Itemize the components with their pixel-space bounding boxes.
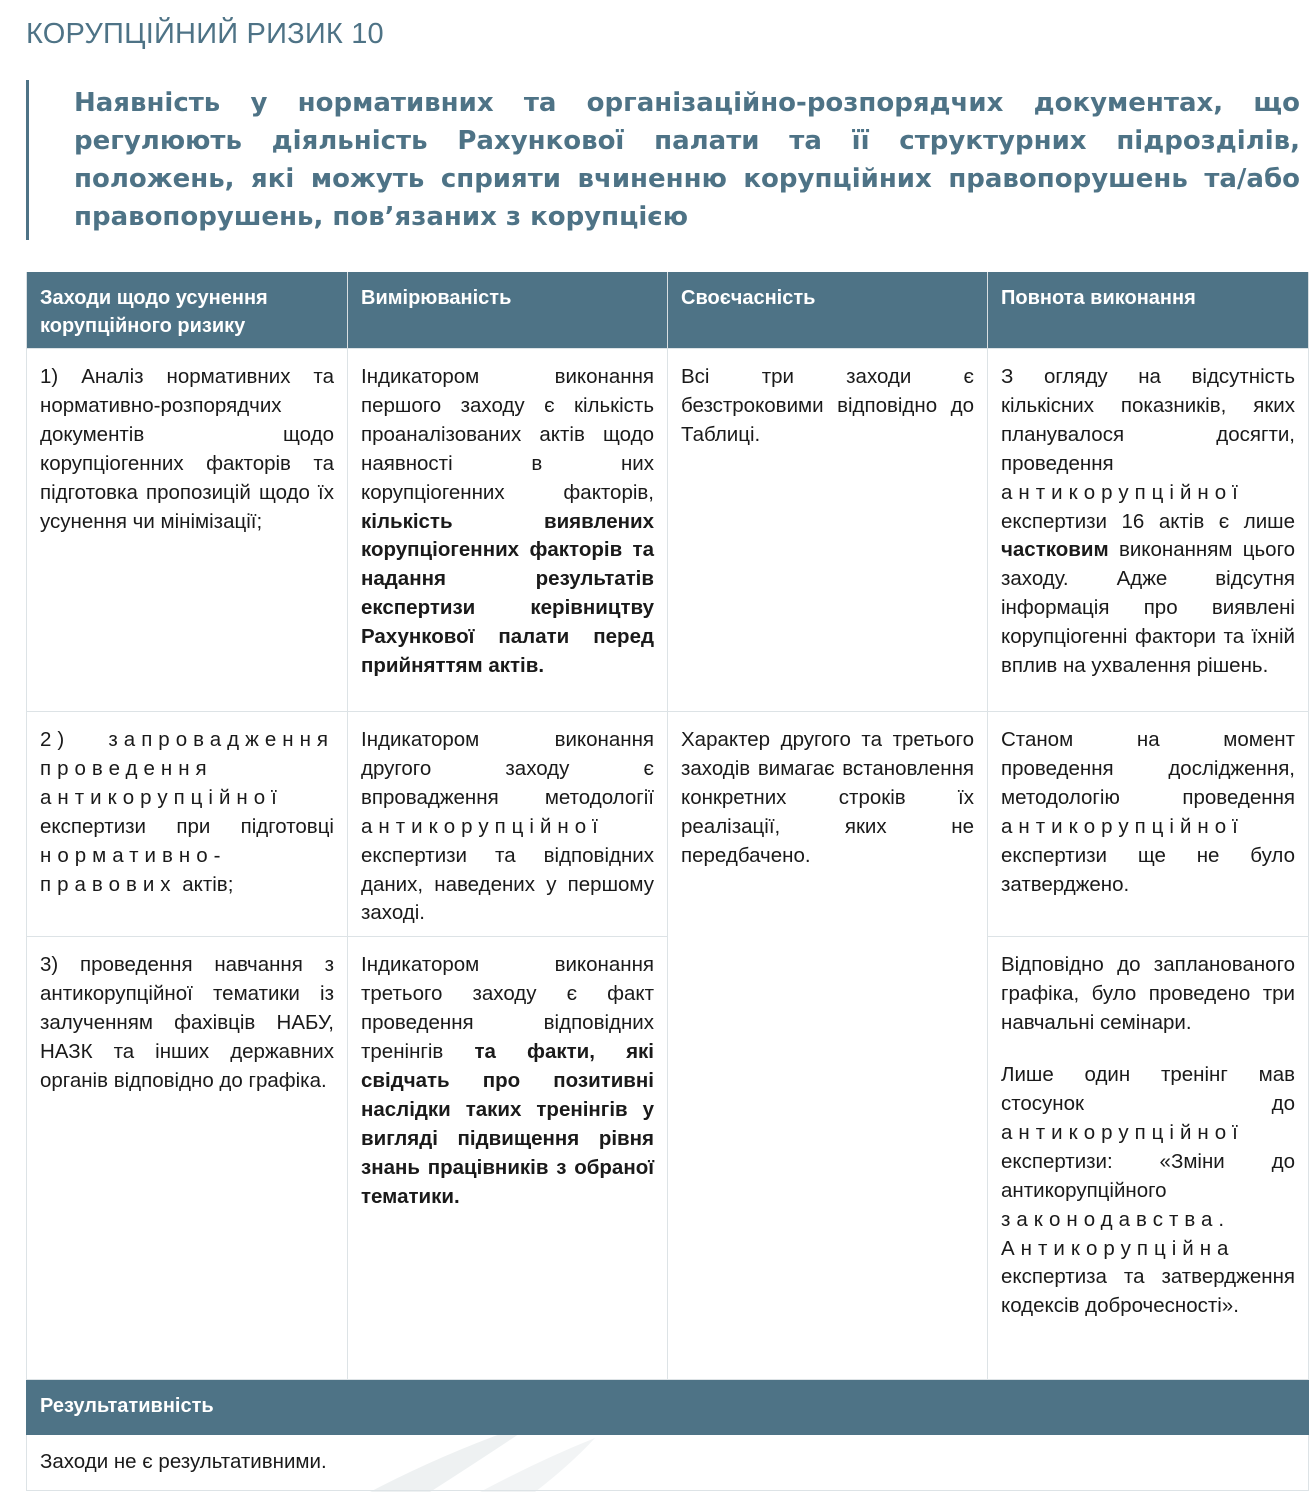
- measure-cell: [27, 937, 348, 1380]
- completeness-cell: [988, 712, 1309, 937]
- table-row: [27, 349, 1309, 712]
- measure-cell: [27, 712, 348, 937]
- completeness-spaced-text: антикорупційної: [1001, 1120, 1244, 1144]
- measurability-cell: [348, 349, 668, 712]
- risk-table: [26, 272, 1309, 1491]
- table-header-row: [27, 272, 1309, 349]
- completeness-text: експертизи ще не було затверджено.: [1001, 843, 1295, 896]
- measurability-text: Індикатором виконання другого заходу є впровадження методології: [361, 728, 654, 809]
- timeliness-text: Всі три заходи є безстроковими відповідно до Таблиці.: [681, 365, 974, 446]
- header-measures: Заходи щодо усунення корупційного ризику: [27, 272, 348, 349]
- measurability-emphasis: та факти, які свідчать про позитивні наслідки таких тренінгів у вигляді підвищення рівня знань працівників з обраної тематики.: [361, 1040, 655, 1208]
- table-row: [27, 712, 1309, 937]
- measure-spaced-text: 2) запровадження проведення антикорупційної: [40, 728, 334, 809]
- timeliness-text: Характер другого та третього заходів вимагає встановлення конкретних строків їх реалізації, яких не передбачено.: [681, 728, 974, 867]
- measure-text: 1) Аналіз нормативних та нормативно-розпорядчих документів щодо корупціогенних факторів та підготовка пропозицій щодо їх усунення чи мінімізації;: [40, 365, 334, 533]
- completeness-spaced-text: законодавства. Антикорупційна: [1001, 1207, 1235, 1260]
- header-completeness: Повнота виконання: [988, 272, 1309, 349]
- measurability-spaced-text: антикорупційної: [361, 814, 604, 838]
- result-text: Заходи не є результативними.: [27, 1435, 1309, 1491]
- completeness-text: З огляду на відсутність кількісних показників, яких планувалося досягти, проведення: [1001, 365, 1295, 475]
- measurability-text: Індикатором виконання першого заходу є кількість проаналізованих актів щодо наявності в них корупціогенних факторів,: [361, 365, 654, 504]
- measure-cell: [27, 349, 348, 712]
- measurability-emphasis: кількість виявлених корупціогенних факторів та надання результатів експертизи керівництву Рахункової палати перед прийняттям актів.: [361, 509, 654, 678]
- completeness-text: експертизи: «Зміни до антикорупційного: [1001, 1149, 1295, 1202]
- measurability-cell: [348, 712, 668, 937]
- completeness-cell: [988, 349, 1309, 712]
- result-label: Результативність: [27, 1380, 1309, 1435]
- completeness-text: експертизи 16 актів є лише: [1001, 509, 1295, 533]
- measurability-cell: [348, 937, 668, 1380]
- measure-text: експертизи при підготовці: [40, 814, 334, 838]
- completeness-spaced-text: антикорупційної: [1001, 814, 1244, 838]
- measure-text: актів;: [182, 872, 234, 896]
- timeliness-cell: [668, 712, 988, 1380]
- timeliness-cell: [668, 349, 988, 712]
- measurability-text: Індикатором виконання третього заходу є факт проведення відповідних тренінгів: [361, 953, 654, 1064]
- result-header-row: [27, 1380, 1309, 1435]
- header-measurability: Вимірюваність: [348, 272, 668, 349]
- completeness-emphasis: частковим: [1001, 538, 1109, 562]
- result-row: [27, 1435, 1309, 1491]
- measurability-text: експертизи та відповідних даних, наведених у першому заході.: [361, 843, 654, 925]
- completeness-text: Лише один тренінг мав стосунок до: [1001, 1063, 1295, 1115]
- completeness-paragraph: Відповідно до запланованого графіка, було проведено три навчальні семінари.: [1001, 953, 1295, 1035]
- completeness-text: виконанням цього заходу. Адже відсутня інформація про виявлені корупціогенні фактори та їхній вплив на ухвалення рішень.: [1001, 538, 1295, 678]
- completeness-text: експертиза та затвердження кодексів доброчесності».: [1001, 1265, 1295, 1318]
- completeness-cell: [988, 937, 1309, 1380]
- header-timeliness: Своєчасність: [668, 272, 988, 349]
- measure-text: 3) проведення навчання з антикорупційної тематики із залученням фахівців НАБУ, НАЗК та інших державних органів відповідно до графіка.: [40, 953, 334, 1092]
- completeness-spaced-text: антикорупційної: [1001, 480, 1244, 504]
- risk-label: КОРУПЦІЙНИЙ РИЗИК 10: [26, 18, 384, 50]
- risk-title: Наявність у нормативних та організаційно-розпорядчих документах, що регулюють діяльність Рахункової палати та її структурних підрозділів, положень, які можуть сприяти вчиненню корупційних правопорушень та/або правопорушень, повʼязаних з корупцією: [74, 88, 1300, 232]
- completeness-text: Станом на момент проведення дослідження, методологію проведення: [1001, 728, 1295, 809]
- risk-title-block: [26, 80, 1303, 240]
- completeness-paragraph: [1001, 1061, 1295, 1321]
- measure-spaced-text: нормативно-правових: [40, 843, 227, 896]
